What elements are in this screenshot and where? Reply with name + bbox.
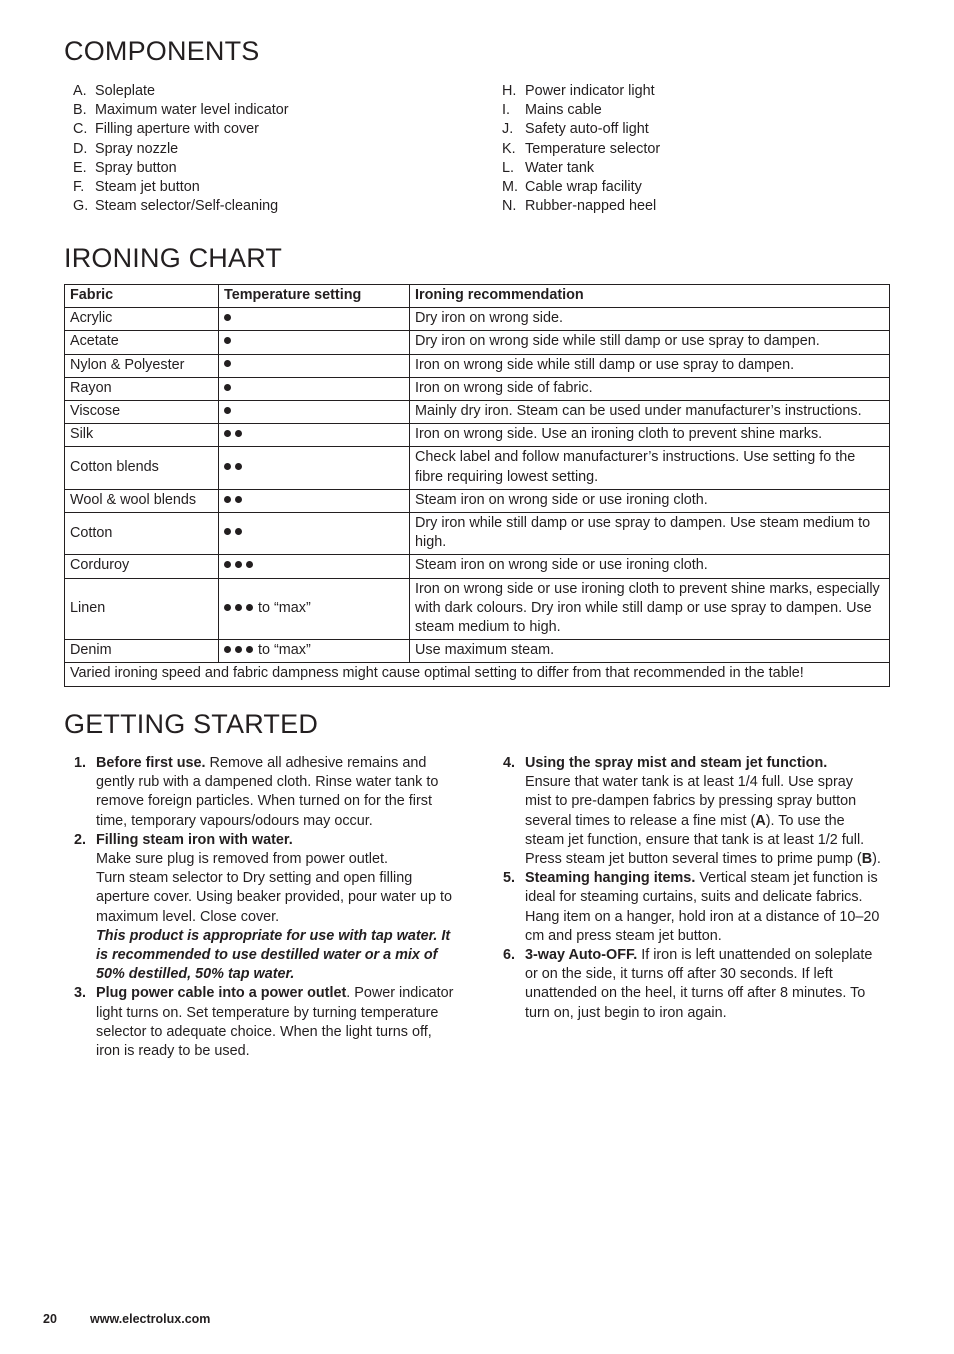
- step-text: Make sure plug is removed from power outlet. Turn steam selector to Dry setting and open filling aperture cover. Using beaker provided, pour water up to maximum level. Close cover.: [96, 851, 452, 925]
- component-item: [493, 82, 893, 101]
- column-header-temperature: Temperature setting: [219, 285, 410, 308]
- table-row: [65, 424, 890, 447]
- component-item: [64, 178, 484, 197]
- temperature-cell: [219, 640, 410, 663]
- ironing-chart-table: [64, 284, 890, 687]
- component-item: [493, 140, 893, 159]
- step-title: Before first use.: [96, 755, 206, 771]
- fabric-cell: Cotton blends: [65, 447, 219, 489]
- components-list-left: [64, 82, 484, 216]
- table-row: [65, 308, 890, 331]
- component-label: Cable wrap facility: [525, 179, 642, 196]
- temperature-dot: [224, 646, 231, 653]
- table-row: [65, 377, 890, 400]
- fabric-cell: Corduroy: [65, 555, 219, 578]
- fabric-cell: Acetate: [65, 331, 219, 354]
- temperature-cell: [219, 354, 410, 377]
- temperature-dot: [224, 337, 231, 344]
- table-row: [65, 513, 890, 555]
- step-body: [96, 984, 454, 1061]
- step-title: Steaming hanging items.: [525, 870, 696, 887]
- component-item: [64, 159, 484, 178]
- component-item: [493, 197, 893, 216]
- step-note: This product is appropriate for use with tap water. It is recommended to use destilled water or a mix of 50% destilled, 50% tap water.: [96, 927, 451, 983]
- temperature-dot: [224, 528, 231, 535]
- component-label: Mains cable: [525, 102, 602, 119]
- recommendation-cell: Iron on wrong side of fabric.: [410, 377, 890, 400]
- component-letter: N.: [502, 198, 517, 215]
- step-label-b: B: [861, 851, 873, 868]
- fabric-cell: Linen: [65, 578, 219, 640]
- step-text: Remove all adhesive remains and gently rub with a dampened cloth. Rinse water tank to remove foreign particles. When turned on for the first time, temporary vapours/odours may occur.: [96, 755, 439, 829]
- temperature-dot: [246, 561, 253, 568]
- temperature-dot: [235, 528, 242, 535]
- table-header-row: [65, 285, 890, 308]
- component-letter: C.: [73, 121, 88, 138]
- page-number: 20: [43, 1312, 57, 1326]
- step-title: Using the spray mist and steam jet function.: [525, 755, 828, 771]
- table-footnote: Varied ironing speed and fabric dampness might cause optimal setting to differ from that recommended in the table!: [65, 663, 890, 686]
- temperature-dot: [235, 561, 242, 568]
- column-header-fabric: Fabric: [65, 285, 219, 308]
- column-header-recommendation: Ironing recommendation: [410, 285, 890, 308]
- step-number: 5.: [503, 870, 516, 887]
- component-letter: G.: [73, 198, 89, 215]
- table-row: [65, 489, 890, 512]
- step-number: 4.: [503, 755, 516, 771]
- component-label: Safety auto-off light: [525, 121, 649, 138]
- components-list-right: [493, 82, 893, 216]
- component-label: Water tank: [525, 159, 595, 176]
- temperature-cell: [219, 401, 410, 424]
- fabric-cell: Rayon: [65, 377, 219, 400]
- fabric-cell: Wool & wool blends: [65, 489, 219, 512]
- component-item: [493, 120, 893, 139]
- recommendation-cell: Steam iron on wrong side or use ironing cloth.: [410, 555, 890, 578]
- temperature-dot: [235, 496, 242, 503]
- recommendation-cell: Dry iron while still damp or use spray to dampen. Use steam medium to high.: [410, 513, 890, 555]
- temperature-suffix: to “max”: [258, 642, 311, 659]
- step-item: [74, 754, 454, 831]
- component-letter: M.: [502, 179, 518, 196]
- component-label: Temperature selector: [525, 140, 661, 157]
- temperature-cell: [219, 578, 410, 640]
- recommendation-cell: Steam iron on wrong side or use ironing cloth.: [410, 489, 890, 512]
- step-item: [503, 869, 883, 946]
- recommendation-cell: Iron on wrong side. Use an ironing cloth to prevent shine marks.: [410, 424, 890, 447]
- temperature-dot: [224, 314, 231, 321]
- footer-url: www.electrolux.com: [90, 1312, 211, 1326]
- component-label: Steam jet button: [95, 179, 200, 196]
- component-letter: D.: [73, 140, 88, 157]
- table-row: [65, 555, 890, 578]
- temperature-cell: [219, 447, 410, 489]
- components-heading: COMPONENTS: [64, 36, 260, 66]
- component-label: Spray button: [95, 159, 177, 176]
- step-number: 1.: [74, 755, 87, 771]
- component-label: Steam selector/Self-cleaning: [95, 198, 279, 215]
- component-letter: B.: [73, 102, 87, 119]
- step-title: Plug power cable into a power outlet: [96, 985, 347, 1002]
- recommendation-cell: Use maximum steam.: [410, 640, 890, 663]
- step-text: Vertical steam jet function is ideal for steaming curtains, suits and delicate fabrics. Hang item on a hanger, hold iron at a distance of 10–20 cm and press steam jet button.: [525, 870, 880, 944]
- temperature-cell: [219, 308, 410, 331]
- component-letter: A.: [73, 83, 87, 99]
- temperature-cell: [219, 424, 410, 447]
- step-text-3: ).: [872, 851, 881, 868]
- component-item: [64, 101, 484, 120]
- component-item: [64, 120, 484, 139]
- component-item: [493, 101, 893, 120]
- recommendation-cell: Dry iron on wrong side while still damp or use spray to dampen.: [410, 331, 890, 354]
- component-item: [64, 140, 484, 159]
- temperature-dot: [224, 430, 231, 437]
- step-title: 3-way Auto-OFF.: [525, 947, 638, 964]
- fabric-cell: Denim: [65, 640, 219, 663]
- table-row: [65, 640, 890, 663]
- temperature-cell: [219, 331, 410, 354]
- step-item: [503, 754, 883, 869]
- fabric-cell: Nylon & Polyester: [65, 354, 219, 377]
- temperature-dot: [224, 604, 231, 611]
- table-row: [65, 447, 890, 489]
- temperature-cell: [219, 513, 410, 555]
- component-letter: I.: [502, 102, 510, 119]
- step-body: [525, 946, 883, 1023]
- temperature-dot: [246, 646, 253, 653]
- step-number: 2.: [74, 831, 87, 848]
- temperature-dot: [224, 360, 231, 367]
- component-letter: F.: [73, 179, 85, 196]
- step-body: [96, 831, 454, 985]
- component-letter: H.: [502, 83, 517, 99]
- temperature-suffix: to “max”: [258, 599, 311, 616]
- page-footer: [43, 1312, 210, 1326]
- step-title: Filling steam iron with water.: [96, 831, 293, 848]
- component-label: Soleplate: [95, 83, 156, 99]
- component-label: Maximum water level indicator: [95, 102, 289, 119]
- component-label: Rubber-napped heel: [525, 198, 657, 215]
- step-item: [74, 831, 454, 985]
- temperature-dot: [235, 430, 242, 437]
- steps-column-left: [74, 754, 454, 1061]
- temperature-dot: [224, 384, 231, 391]
- step-number: 3.: [74, 985, 87, 1002]
- fabric-cell: Acrylic: [65, 308, 219, 331]
- step-text: . Power indicator light turns on. Set temperature by turning temperature selector to adequate choice. When the light turns off, iron is ready to be used.: [96, 985, 454, 1060]
- component-label: Spray nozzle: [95, 140, 179, 157]
- temperature-dot: [224, 561, 231, 568]
- component-item: [64, 82, 484, 101]
- table-row: [65, 578, 890, 640]
- temperature-dot: [224, 407, 231, 414]
- component-letter: J.: [502, 121, 514, 138]
- component-letter: K.: [502, 140, 516, 157]
- step-item: [74, 984, 454, 1061]
- recommendation-cell: Dry iron on wrong side.: [410, 308, 890, 331]
- steps-column-right: [503, 754, 883, 1023]
- component-item: [64, 197, 484, 216]
- fabric-cell: Viscose: [65, 401, 219, 424]
- temperature-dot: [224, 463, 231, 470]
- temperature-cell: [219, 555, 410, 578]
- temperature-cell: [219, 489, 410, 512]
- step-body: [96, 754, 454, 831]
- step-item: [503, 946, 883, 1023]
- table-row: [65, 331, 890, 354]
- step-text: Ensure that water tank is at least 1/4 full. Use spray mist to pre-dampen fabrics by pressing spray button several times to release a fine mist (: [525, 774, 857, 829]
- component-letter: E.: [73, 159, 87, 176]
- step-label-a: A: [755, 812, 766, 829]
- recommendation-cell: Iron on wrong side or use ironing cloth to prevent shine marks, especially with dark colours. Dry iron while still damp or use spray to dampen. Use steam medium to high.: [410, 578, 890, 640]
- table-row: [65, 354, 890, 377]
- table-row: [65, 401, 890, 424]
- recommendation-cell: Check label and follow manufacturer’s instructions. Use setting fo the fibre requiring lowest setting.: [410, 447, 890, 489]
- temperature-cell: [219, 377, 410, 400]
- temperature-dot: [246, 604, 253, 611]
- component-letter: L.: [502, 159, 515, 176]
- component-label: Power indicator light: [525, 83, 655, 99]
- temperature-dot: [235, 463, 242, 470]
- temperature-dot: [224, 496, 231, 503]
- step-text-2: ). To use the steam jet function, ensure that tank is at least 1/2 full. Press steam jet button several times to prime pump (: [525, 812, 865, 868]
- step-body: [525, 754, 883, 869]
- temperature-dot: [235, 604, 242, 611]
- ironing-chart-heading: IRONING CHART: [64, 243, 283, 273]
- step-body: [525, 869, 883, 946]
- recommendation-cell: Mainly dry iron. Steam can be used under manufacturer’s instructions.: [410, 401, 890, 424]
- component-item: [493, 159, 893, 178]
- fabric-cell: Cotton: [65, 513, 219, 555]
- table-footnote-row: [65, 663, 890, 686]
- fabric-cell: Silk: [65, 424, 219, 447]
- temperature-dot: [235, 646, 242, 653]
- recommendation-cell: Iron on wrong side while still damp or use spray to dampen.: [410, 354, 890, 377]
- getting-started-heading: GETTING STARTED: [64, 709, 319, 739]
- step-number: 6.: [503, 947, 516, 964]
- step-text: If iron is left unattended on soleplate or on the side, it turns off after 30 seconds. If left unattended on the heel, it turns off after 8 minutes. To turn on, just begin to iron again.: [525, 947, 873, 1021]
- component-item: [493, 178, 893, 197]
- component-label: Filling aperture with cover: [95, 121, 259, 138]
